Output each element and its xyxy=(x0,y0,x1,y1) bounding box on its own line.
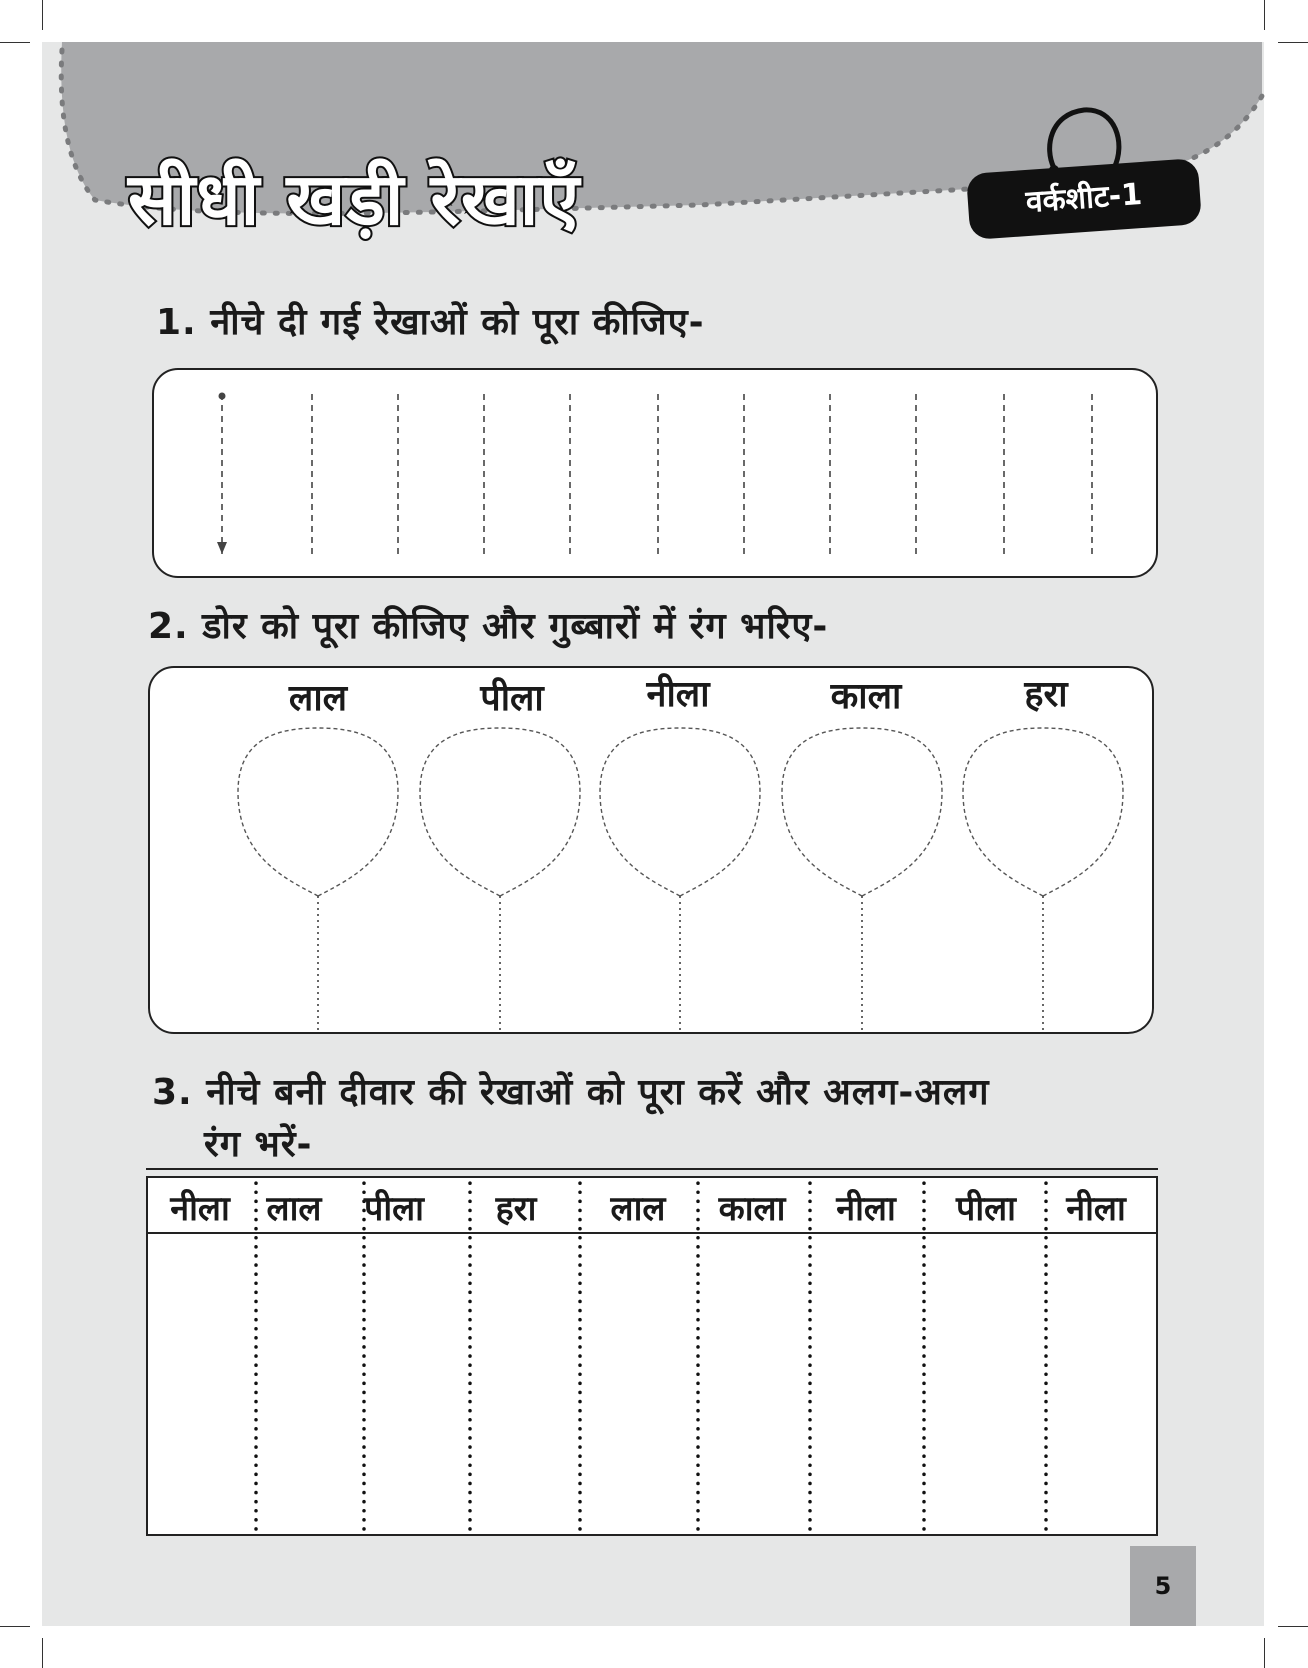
question-3-line-2: रंग भरें- xyxy=(204,1124,313,1165)
dashed-lines-area xyxy=(154,370,1156,576)
wall-label-5: लाल xyxy=(610,1189,666,1229)
arrow-down-icon xyxy=(217,542,227,554)
wall-label-4: हरा xyxy=(495,1189,537,1229)
wall-label-3: पीला xyxy=(364,1189,424,1229)
wall-label-9: नीला xyxy=(1066,1189,1126,1229)
crop-mark-bottom-right-v xyxy=(1264,1638,1265,1668)
wall-label-7: नीला xyxy=(836,1189,896,1229)
question-1: 1. नीचे दी गई रेखाओं को पूरा कीजिए- xyxy=(156,302,705,343)
balloon-outline-5 xyxy=(963,728,1123,896)
crop-mark-bottom-right-h xyxy=(1278,1626,1308,1627)
question-3-line-1: 3. नीचे बनी दीवार की रेखाओं को पूरा करें और अलग-अलग xyxy=(152,1072,990,1113)
wall-label-6: काला xyxy=(718,1189,786,1229)
crop-mark-bottom-left-h xyxy=(0,1626,30,1627)
balloon-label-4: काला xyxy=(830,676,902,717)
wall-top-rule xyxy=(146,1168,1158,1170)
vertical-lines-box xyxy=(152,368,1158,578)
wall-label-2: लाल xyxy=(266,1189,322,1229)
balloon-outline-1 xyxy=(238,728,398,896)
balloon-outline-3 xyxy=(600,728,760,896)
balloon-label-2: पीला xyxy=(480,678,544,719)
balloon-outlines xyxy=(150,668,1152,1032)
wall-label-1: नीला xyxy=(170,1189,230,1229)
worksheet-title: सीधी खड़ी रेखाएँ xyxy=(128,157,581,241)
balloon-label-3: नीला xyxy=(646,674,710,715)
crop-mark-bottom-left-v xyxy=(42,1638,43,1668)
brick-wall-box xyxy=(146,1176,1158,1536)
worksheet-tag: वर्कशीट-1 xyxy=(966,158,1202,240)
start-dot-icon xyxy=(219,393,226,400)
balloon-label-5: हरा xyxy=(1024,674,1068,715)
balloon-box xyxy=(148,666,1154,1034)
balloon-outline-4 xyxy=(782,728,942,896)
wall-dotted-lines xyxy=(148,1178,1156,1534)
wall-label-8: पीला xyxy=(956,1189,1016,1229)
question-2: 2. डोर को पूरा कीजिए और गुब्बारों में रंग भरिए- xyxy=(148,606,829,647)
page-number: 5 xyxy=(1130,1546,1196,1626)
balloon-label-1: लाल xyxy=(288,678,348,719)
balloon-outline-2 xyxy=(420,728,580,896)
